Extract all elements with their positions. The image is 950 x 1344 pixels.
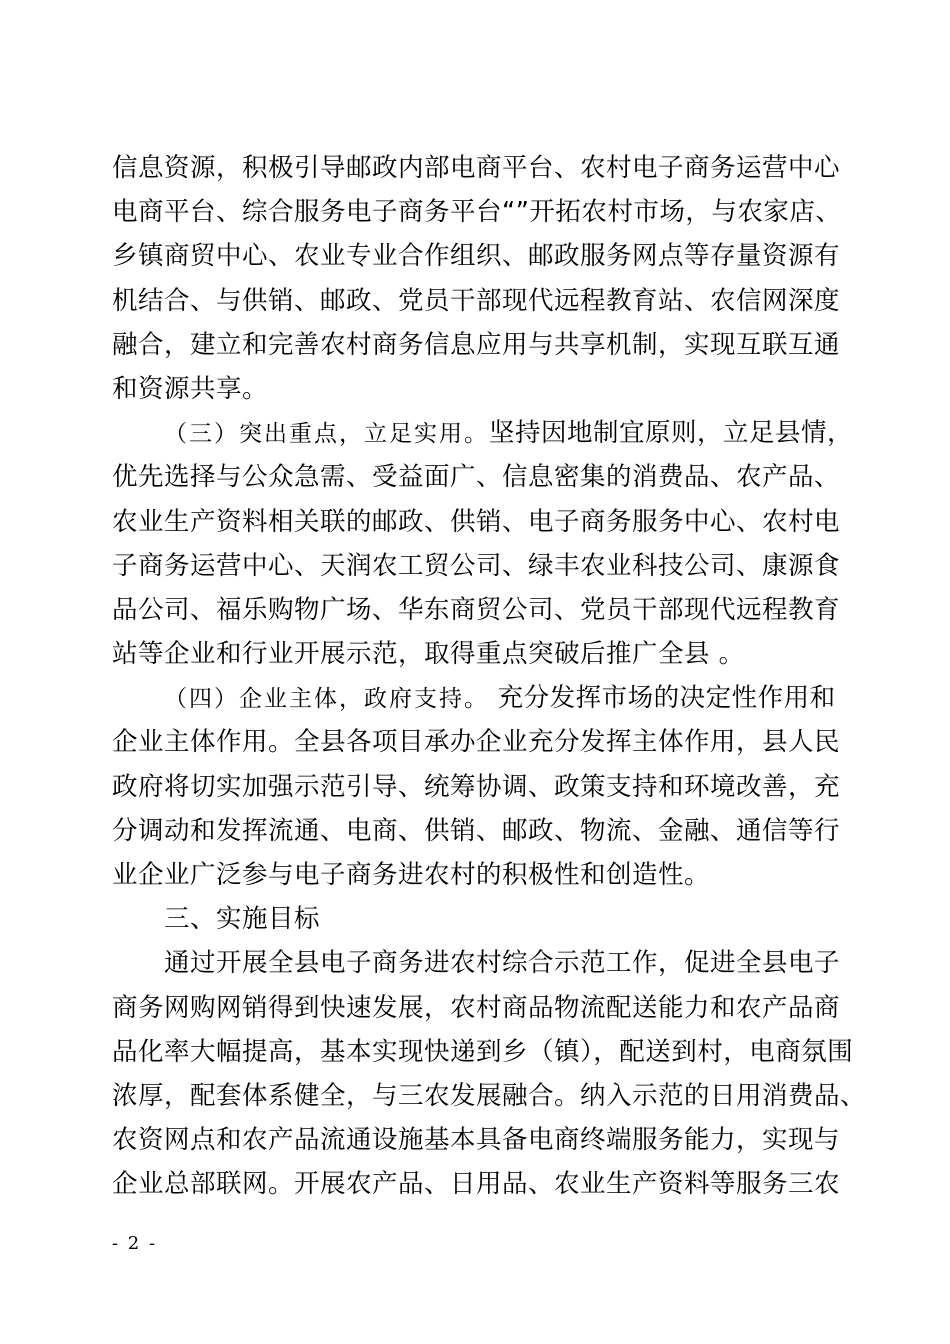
text-line: 业企业广泛参与电子商务进农村的积极性和创造性。	[112, 860, 711, 890]
text-line: 电商平台、综合服务电子商务平台“”开拓农村市场，与农家店、	[112, 197, 842, 228]
text-line: 融合，建立和完善农村商务信息应用与共享机制，实现互联互通	[112, 329, 841, 360]
text-line: 浓厚，配套体系健全，与三农发展融合。纳入示范的日用消费品、	[112, 1080, 867, 1111]
paragraph-heading: （四）企业主体，政府支持。	[164, 686, 489, 713]
text-line: 企业总部联网。开展农产品、日用品、农业生产资料等服务三农	[112, 1169, 841, 1200]
text-line: 和资源共享。	[112, 373, 269, 404]
paragraph	[112, 676, 840, 897]
text-line: 商务网购网销得到快速发展，农村商品物流配送能力和农产品商	[112, 992, 841, 1023]
text-line: 优先选择与公众急需、受益面广、信息密集的消费品、农产品、	[112, 462, 841, 493]
text-line: 通过开展全县电子商务进农村综合示范工作，促进全县电子	[164, 948, 841, 979]
text-line: 子商务运营中心、天润农工贸公司、绿丰农业科技公司、康源食	[112, 550, 841, 581]
text-line: 农业生产资料相关联的邮政、供销、电子商务服务中心、农村电	[112, 506, 841, 537]
paragraph-heading: （三）突出重点，立足实用。	[164, 421, 489, 448]
text-line: 品公司、福乐购物广场、华东商贸公司、党员干部现代远程教育	[112, 594, 841, 625]
text-line: 品化率大幅提高，基本实现快递到乡（镇），配送到村，电商氛围	[112, 1036, 854, 1067]
text-line: 乡镇商贸中心、农业专业合作组织、邮政服务网点等存量资源有	[112, 241, 841, 272]
paragraph	[112, 941, 867, 1206]
text-line: 机结合、与供销、邮政、党员干部现代远程教育站、农信网深度	[112, 285, 841, 316]
text-line: 站等企业和行业开展示范，取得重点突破后推广全县 。	[112, 639, 745, 670]
paragraph	[112, 411, 854, 676]
section-heading: 三、实施目标	[164, 904, 321, 935]
text-line: 农资网点和农产品流通设施基本具备电商终端服务能力，实现与	[112, 1125, 841, 1156]
text-line	[112, 411, 854, 455]
text-line: 信息资源，积极引导邮政内部电商平台、农村电子商务运营中心	[112, 153, 841, 183]
page-number: - 2 -	[112, 1233, 158, 1254]
text-line: 企业主体作用。全县各项目承办企业充分发挥主体作用，县人民	[112, 727, 841, 758]
text-run: 坚持因地制宜原则，立足县情，	[489, 418, 854, 449]
text-line: 分调动和发挥流通、电商、供销、邮政、物流、金融、通信等行	[112, 815, 841, 846]
text-line: 政府将切实加强示范引导、统筹协调、政策支持和环境改善，充	[112, 771, 841, 802]
body-text	[112, 146, 867, 1207]
text-run: 充分发挥市场的决定性作用和	[489, 683, 836, 714]
paragraph	[112, 146, 840, 411]
text-line	[112, 676, 840, 720]
